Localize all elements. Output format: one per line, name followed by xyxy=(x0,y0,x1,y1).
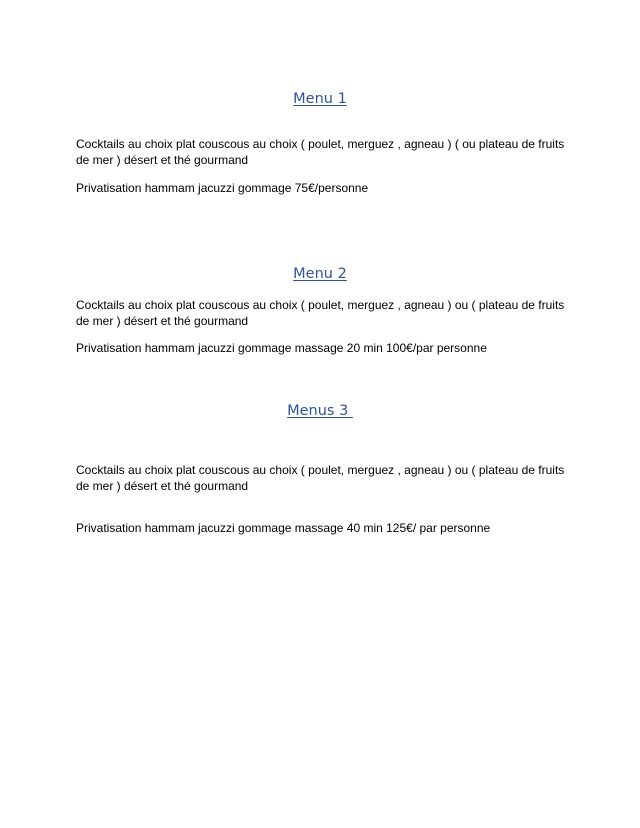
menu-1-services-price: Privatisation hammam jacuzzi gommage 75€/personne xyxy=(76,181,369,195)
menu-3-services-price: Privatisation hammam jacuzzi gommage massage 40 min 125€/ par personne xyxy=(76,521,491,535)
menu-1-title: Menu 1 xyxy=(293,91,347,107)
menu-3-title: Menus 3 xyxy=(287,403,353,419)
menu-2-title: Menu 2 xyxy=(293,266,347,282)
menu-2-food-description: Cocktails au choix plat couscous au choix ( poulet, merguez , agneau ) ou ( plateau de fruits de mer ) désert et thé gourmand xyxy=(76,298,565,328)
menu-3-food-description: Cocktails au choix plat couscous au choix ( poulet, merguez , agneau ) ou ( plateau de fruits de mer ) désert et thé gourmand xyxy=(76,463,565,493)
menu-1-food-description: Cocktails au choix plat couscous au choix ( poulet, merguez , agneau ) ( ou plateau de fruits de mer ) désert et thé gourmand xyxy=(76,137,565,167)
menu-2-services-price: Privatisation hammam jacuzzi gommage massage 20 min 100€/par personne xyxy=(76,341,487,355)
